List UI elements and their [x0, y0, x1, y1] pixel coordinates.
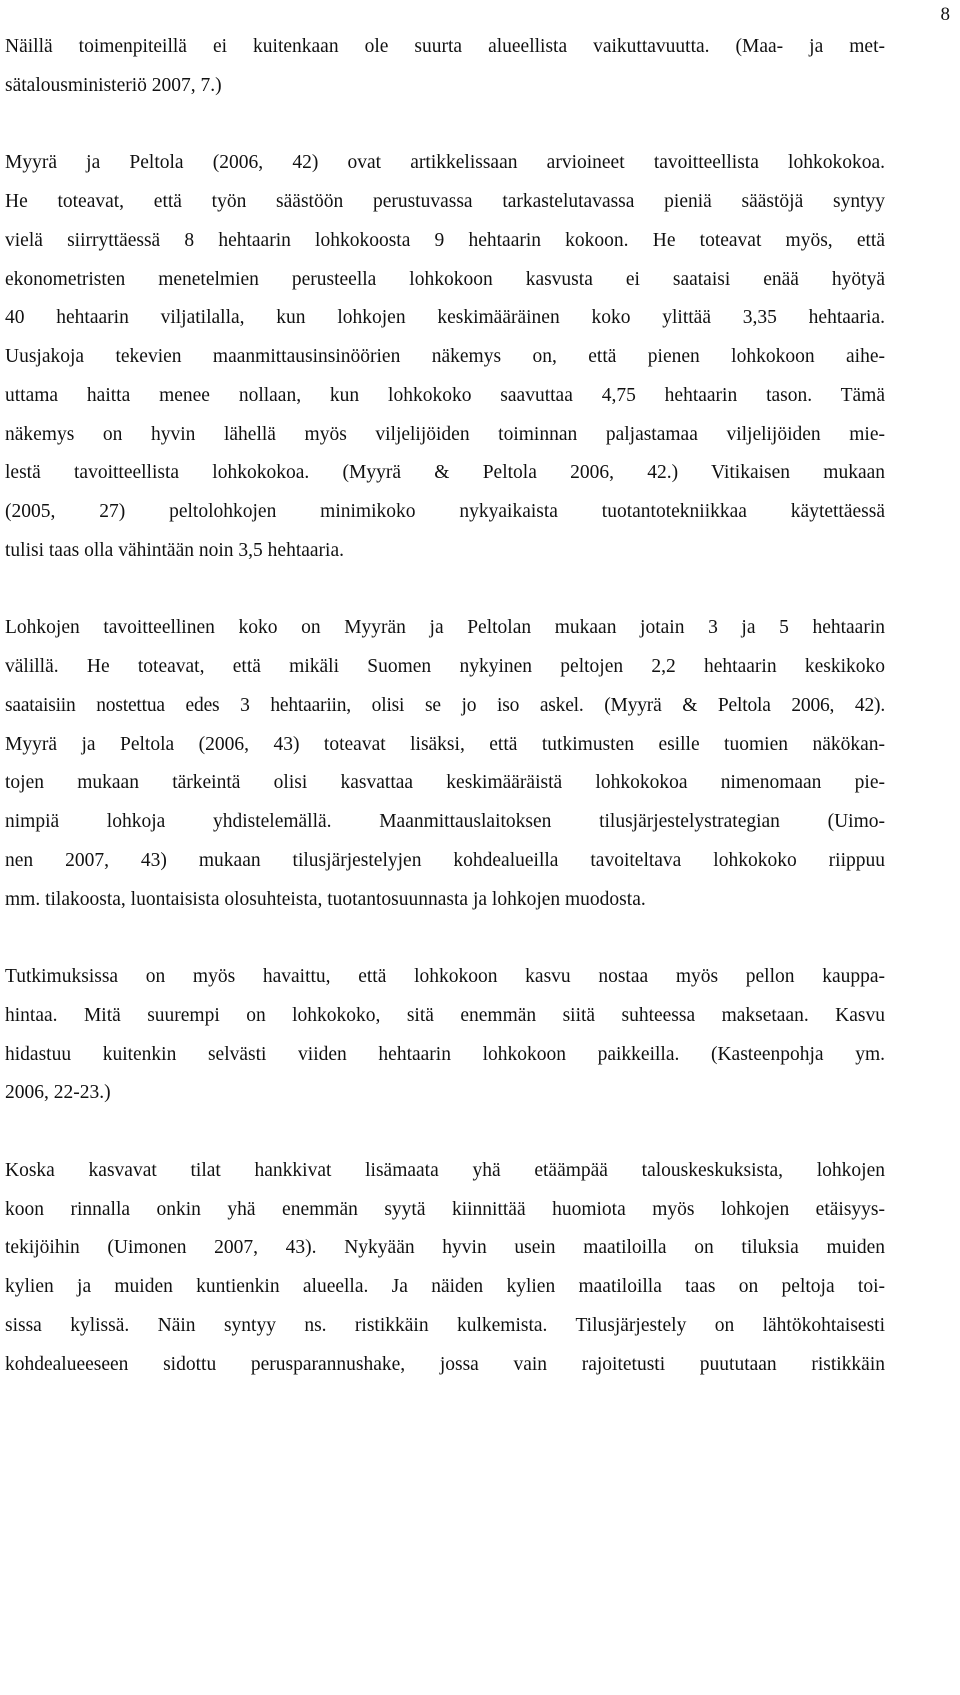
text-line: hintaa. Mitä suurempi on lohkokoko, sitä enemmän siitä suhteessa maksetaan. Kasvu	[5, 1004, 885, 1026]
text-line: nimpiä lohkoja yhdistelemällä. Maanmittauslaitoksen tilusjärjestelystrategian (Uimo-	[5, 811, 885, 832]
text-line: mm. tilakoosta, luontaisista olosuhteista, tuotantosuunnasta ja lohkojen muodosta.	[5, 888, 646, 910]
text-line: sissa kylissä. Näin syntyy ns. ristikkäin kulkemista. Tilusjärjestely on lähtökohtaisesti	[5, 1314, 885, 1336]
text-line: saataisiin nostettua edes 3 hehtaariin, olisi se jo iso askel. (Myyrä & Peltola 2006, 42).	[5, 694, 885, 716]
text-line: lestä tavoitteellista lohkokokoa. (Myyrä & Peltola 2006, 42.) Vitikaisen mukaan	[5, 462, 885, 484]
page-number: 8	[940, 4, 950, 25]
text-line: 2006, 22-23.)	[5, 1082, 111, 1104]
text-line: hidastuu kuitenkin selvästi viiden hehtaarin lohkokoon paikkeilla. (Kasteenpohja ym.	[5, 1043, 885, 1065]
text-line: vielä siirryttäessä 8 hehtaarin lohkokoosta 9 hehtaarin kokoon. He toteavat myös, että	[5, 229, 885, 251]
text-line: nen 2007, 43) mukaan tilusjärjestelyjen kohdealueilla tavoiteltava lohkokoko riippuu	[5, 849, 885, 871]
text-line: tulisi taas olla vähintään noin 3,5 hehtaaria.	[5, 539, 344, 561]
text-line: kohdealueeseen sidottu perusparannushake, jossa vain rajoitetusti puututaan ristikkäin	[5, 1353, 885, 1375]
text-line: koon rinnalla onkin yhä enemmän syytä kiinnittää huomiota myös lohkojen etäisyys-	[5, 1198, 885, 1220]
text-line: 40 hehtaarin viljatilalla, kun lohkojen keskimääräinen koko ylittää 3,35 hehtaaria.	[5, 307, 885, 329]
paragraph	[5, 1152, 885, 1385]
text-line: Myyrä ja Peltola (2006, 42) ovat artikkelissaan arvioineet tavoitteellista lohkokokoa.	[5, 152, 885, 174]
text-line: He toteavat, että työn säästöön perustuvassa tarkastelutavassa pieniä säästöjä syntyy	[5, 191, 885, 212]
text-line: Myyrä ja Peltola (2006, 43) toteavat lisäksi, että tutkimusten esille tuomien näkökan-	[5, 733, 885, 755]
document-body	[5, 28, 885, 1384]
text-line: uttama haitta menee nollaan, kun lohkokoko saavuttaa 4,75 hehtaarin tason. Tämä	[5, 384, 885, 406]
text-line: näkemys on hyvin lähellä myös viljelijöiden toiminnan paljastamaa viljelijöiden mie-	[5, 423, 885, 445]
text-line: sätalousministeriö 2007, 7.)	[5, 74, 222, 96]
paragraph	[5, 958, 885, 1113]
text-line: Koska kasvavat tilat hankkivat lisämaata yhä etäämpää talouskeskuksista, lohkojen	[5, 1159, 885, 1181]
text-line: (2005, 27) peltolohkojen minimikoko nykyaikaista tuotantotekniikkaa käytettäessä	[5, 501, 885, 522]
paragraph	[5, 28, 885, 106]
text-line: Näillä toimenpiteillä ei kuitenkaan ole suurta alueellista vaikuttavuutta. (Maa- ja met-	[5, 36, 885, 57]
text-line: Uusjakoja tekevien maanmittausinsinöörien näkemys on, että pienen lohkokoon aihe-	[5, 346, 885, 367]
text-line: Lohkojen tavoitteellinen koko on Myyrän ja Peltolan mukaan jotain 3 ja 5 hehtaarin	[5, 617, 885, 639]
text-line: kylien ja muiden kuntienkin alueella. Ja näiden kylien maatiloilla taas on peltoja toi-	[5, 1276, 885, 1297]
text-line: Tutkimuksissa on myös havaittu, että lohkokoon kasvu nostaa myös pellon kauppa-	[5, 966, 885, 987]
paragraph	[5, 609, 885, 919]
paragraph	[5, 144, 885, 570]
text-line: välillä. He toteavat, että mikäli Suomen nykyinen peltojen 2,2 hehtaarin keskikoko	[5, 656, 885, 677]
text-line: tojen mukaan tärkeintä olisi kasvattaa keskimääräistä lohkokokoa nimenomaan pie-	[5, 772, 885, 794]
text-line: ekonometristen menetelmien perusteella lohkokoon kasvusta ei saataisi enää hyötyä	[5, 268, 885, 290]
text-line: tekijöihin (Uimonen 2007, 43). Nykyään hyvin usein maatiloilla on tiluksia muiden	[5, 1237, 885, 1259]
